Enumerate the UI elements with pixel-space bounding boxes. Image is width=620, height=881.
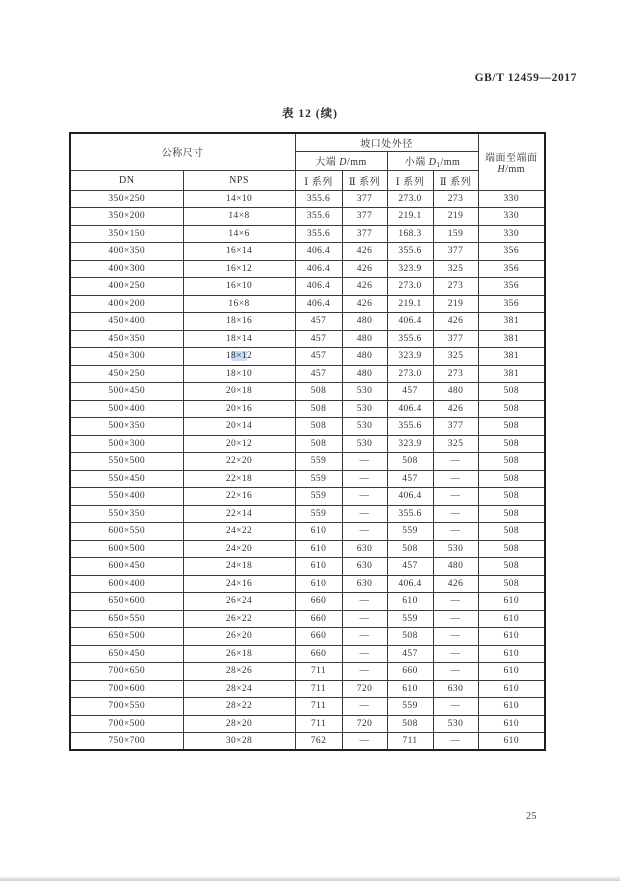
cell-dn: 400×350 <box>70 243 183 261</box>
cell-big-end-series2: — <box>342 645 387 663</box>
cell-big-end-series2: — <box>342 505 387 523</box>
cell-big-end-series2: 426 <box>342 295 387 313</box>
cell-small-end-series2: 219 <box>433 295 478 313</box>
table-row <box>70 610 545 628</box>
table-row <box>70 645 545 663</box>
cell-face-to-face: 508 <box>478 575 545 593</box>
cell-big-end-series2: 480 <box>342 313 387 331</box>
cell-nps: 22×20 <box>183 453 295 471</box>
cell-small-end-series2: 273 <box>433 365 478 383</box>
cell-small-end-series1: 406.4 <box>387 400 433 418</box>
cell-dn: 500×300 <box>70 435 183 453</box>
cell-dn: 400×200 <box>70 295 183 313</box>
cell-dn: 550×450 <box>70 470 183 488</box>
cell-big-end-series2: 630 <box>342 540 387 558</box>
cell-big-end-series2: 530 <box>342 383 387 401</box>
table-row <box>70 243 545 261</box>
cell-small-end-series1: 610 <box>387 593 433 611</box>
cell-dn: 500×450 <box>70 383 183 401</box>
header-row-3 <box>70 170 545 190</box>
cell-big-end-series1: 457 <box>295 313 342 331</box>
cell-dn: 650×450 <box>70 645 183 663</box>
header-nominal-size: 公称尺寸 <box>70 133 295 170</box>
cell-small-end-series2: — <box>433 488 478 506</box>
cell-big-end-series1: 711 <box>295 663 342 681</box>
cell-face-to-face: 610 <box>478 593 545 611</box>
cell-small-end-series2: 325 <box>433 348 478 366</box>
cell-small-end-series2: — <box>433 663 478 681</box>
cell-big-end-series2: 530 <box>342 418 387 436</box>
cell-big-end-series2: 377 <box>342 225 387 243</box>
cell-small-end-series1: 168.3 <box>387 225 433 243</box>
cell-small-end-series2: 273 <box>433 278 478 296</box>
cell-small-end-series1: 355.6 <box>387 505 433 523</box>
cell-big-end-series2: 480 <box>342 330 387 348</box>
cell-face-to-face: 508 <box>478 540 545 558</box>
cell-small-end-series1: 273.0 <box>387 365 433 383</box>
header-small-series1: Ⅰ 系列 <box>387 170 433 190</box>
cell-big-end-series1: 508 <box>295 400 342 418</box>
cell-dn: 650×500 <box>70 628 183 646</box>
cell-small-end-series1: 355.6 <box>387 330 433 348</box>
cell-big-end-series1: 355.6 <box>295 190 342 208</box>
cell-small-end-series2: 325 <box>433 435 478 453</box>
cell-small-end-series2: — <box>433 733 478 751</box>
cell-face-to-face: 508 <box>478 488 545 506</box>
cell-big-end-series2: 630 <box>342 558 387 576</box>
cell-small-end-series1: 406.4 <box>387 313 433 331</box>
table-row <box>70 190 545 208</box>
cell-big-end-series1: 406.4 <box>295 260 342 278</box>
cell-big-end-series1: 457 <box>295 330 342 348</box>
cell-face-to-face: 508 <box>478 400 545 418</box>
cell-small-end-series1: 323.9 <box>387 435 433 453</box>
cell-nps: 18×12 <box>183 348 295 366</box>
cell-dn: 700×500 <box>70 715 183 733</box>
cell-face-to-face: 381 <box>478 348 545 366</box>
small-end-label: 小端 <box>404 156 429 168</box>
cell-small-end-series2: — <box>433 470 478 488</box>
cell-big-end-series1: 508 <box>295 383 342 401</box>
cell-nps: 30×28 <box>183 733 295 751</box>
cell-nps: 14×8 <box>183 208 295 226</box>
cell-dn: 350×250 <box>70 190 183 208</box>
cell-nps: 20×18 <box>183 383 295 401</box>
table-row <box>70 628 545 646</box>
table-row <box>70 715 545 733</box>
cell-dn: 450×300 <box>70 348 183 366</box>
cell-dn: 750×700 <box>70 733 183 751</box>
cell-dn: 450×400 <box>70 313 183 331</box>
cell-face-to-face: 610 <box>478 733 545 751</box>
cell-big-end-series1: 610 <box>295 523 342 541</box>
cell-face-to-face: 610 <box>478 663 545 681</box>
cell-face-to-face: 508 <box>478 505 545 523</box>
cell-small-end-series2: — <box>433 610 478 628</box>
cell-small-end-series2: — <box>433 505 478 523</box>
table-row <box>70 680 545 698</box>
cell-small-end-series1: 559 <box>387 523 433 541</box>
header-face-to-face <box>478 133 545 190</box>
cell-nps: 28×22 <box>183 698 295 716</box>
cell-big-end-series2: — <box>342 470 387 488</box>
cell-dn: 600×450 <box>70 558 183 576</box>
face-to-face-label: 端面至端面 <box>485 152 538 164</box>
cell-dn: 350×150 <box>70 225 183 243</box>
cell-dn: 550×500 <box>70 453 183 471</box>
cell-small-end-series2: — <box>433 628 478 646</box>
cell-small-end-series2: 219 <box>433 208 478 226</box>
cell-nps: 16×8 <box>183 295 295 313</box>
cell-small-end-series1: 508 <box>387 453 433 471</box>
cell-nps: 16×10 <box>183 278 295 296</box>
table-row <box>70 418 545 436</box>
table-row <box>70 383 545 401</box>
cell-big-end-series1: 711 <box>295 698 342 716</box>
cell-small-end-series1: 219.1 <box>387 208 433 226</box>
table-row <box>70 208 545 226</box>
cell-small-end-series1: 323.9 <box>387 348 433 366</box>
cell-small-end-series1: 457 <box>387 645 433 663</box>
cell-big-end-series1: 610 <box>295 540 342 558</box>
table-row <box>70 365 545 383</box>
cell-big-end-series1: 508 <box>295 435 342 453</box>
cell-big-end-series1: 508 <box>295 418 342 436</box>
cell-big-end-series1: 355.6 <box>295 208 342 226</box>
cell-nps: 26×18 <box>183 645 295 663</box>
cell-small-end-series2: 426 <box>433 575 478 593</box>
table-row <box>70 435 545 453</box>
cell-dn: 550×400 <box>70 488 183 506</box>
table-row <box>70 453 545 471</box>
cell-big-end-series1: 559 <box>295 505 342 523</box>
header-small-end <box>387 151 478 170</box>
cell-small-end-series2: 273 <box>433 190 478 208</box>
cell-big-end-series1: 660 <box>295 610 342 628</box>
face-to-face-symbol: H <box>497 163 506 175</box>
cell-big-end-series1: 406.4 <box>295 278 342 296</box>
cell-face-to-face: 508 <box>478 383 545 401</box>
cell-nps: 24×18 <box>183 558 295 576</box>
cell-face-to-face: 610 <box>478 645 545 663</box>
cell-nps: 24×22 <box>183 523 295 541</box>
cell-big-end-series1: 660 <box>295 593 342 611</box>
cell-small-end-series1: 508 <box>387 540 433 558</box>
cell-small-end-series1: 559 <box>387 610 433 628</box>
cell-dn: 400×300 <box>70 260 183 278</box>
table-row <box>70 558 545 576</box>
cell-dn: 550×350 <box>70 505 183 523</box>
cell-big-end-series1: 559 <box>295 470 342 488</box>
cell-big-end-series2: 480 <box>342 348 387 366</box>
scan-edge <box>0 876 620 881</box>
header-big-series1: Ⅰ 系列 <box>295 170 342 190</box>
table-row <box>70 348 545 366</box>
cell-nps: 18×10 <box>183 365 295 383</box>
cell-face-to-face: 356 <box>478 278 545 296</box>
cell-small-end-series2: 480 <box>433 383 478 401</box>
cell-dn: 500×400 <box>70 400 183 418</box>
cell-nps: 20×12 <box>183 435 295 453</box>
cell-nps: 16×12 <box>183 260 295 278</box>
cell-dn: 700×600 <box>70 680 183 698</box>
header-groove-od: 坡口处外径 <box>295 133 478 151</box>
cell-face-to-face: 508 <box>478 418 545 436</box>
table-body <box>70 190 545 750</box>
cell-small-end-series1: 323.9 <box>387 260 433 278</box>
cell-big-end-series1: 406.4 <box>295 295 342 313</box>
cell-small-end-series2: — <box>433 593 478 611</box>
cell-dn: 700×650 <box>70 663 183 681</box>
cell-small-end-series1: 508 <box>387 628 433 646</box>
cell-face-to-face: 610 <box>478 715 545 733</box>
cell-nps: 14×6 <box>183 225 295 243</box>
cell-small-end-series1: 660 <box>387 663 433 681</box>
table-row <box>70 470 545 488</box>
cell-big-end-series2: — <box>342 523 387 541</box>
cell-big-end-series1: 660 <box>295 628 342 646</box>
header-nps: NPS <box>183 170 295 190</box>
table-row <box>70 540 545 558</box>
table-row <box>70 330 545 348</box>
cell-face-to-face: 508 <box>478 470 545 488</box>
cell-nps: 22×18 <box>183 470 295 488</box>
header-row-1 <box>70 133 545 151</box>
cell-big-end-series1: 457 <box>295 365 342 383</box>
table-row <box>70 663 545 681</box>
big-end-label: 大端 <box>315 157 340 168</box>
cell-big-end-series2: — <box>342 610 387 628</box>
small-end-unit: /mm <box>440 156 461 168</box>
table-row <box>70 488 545 506</box>
cell-big-end-series2: — <box>342 733 387 751</box>
cell-face-to-face: 610 <box>478 610 545 628</box>
cell-small-end-series1: 711 <box>387 733 433 751</box>
cell-big-end-series1: 610 <box>295 575 342 593</box>
cell-small-end-series1: 559 <box>387 698 433 716</box>
cell-nps: 18×16 <box>183 313 295 331</box>
big-end-unit: /mm <box>346 157 367 168</box>
page-number: 25 <box>526 811 537 822</box>
table-row <box>70 698 545 716</box>
cell-dn: 350×200 <box>70 208 183 226</box>
standard-number: GB/T 12459—2017 <box>474 72 577 84</box>
cell-big-end-series2: 720 <box>342 680 387 698</box>
cell-nps: 24×16 <box>183 575 295 593</box>
cell-face-to-face: 330 <box>478 190 545 208</box>
cell-dn: 600×550 <box>70 523 183 541</box>
cell-big-end-series1: 762 <box>295 733 342 751</box>
cell-dn: 500×350 <box>70 418 183 436</box>
cell-small-end-series2: 530 <box>433 715 478 733</box>
cell-big-end-series2: 480 <box>342 365 387 383</box>
cell-small-end-series2: 159 <box>433 225 478 243</box>
cell-big-end-series2: 426 <box>342 243 387 261</box>
table-row <box>70 505 545 523</box>
cell-small-end-series2: 426 <box>433 313 478 331</box>
cell-nps: 26×20 <box>183 628 295 646</box>
cell-big-end-series2: — <box>342 628 387 646</box>
cell-big-end-series2: 377 <box>342 208 387 226</box>
cell-big-end-series2: 426 <box>342 278 387 296</box>
cell-face-to-face: 356 <box>478 243 545 261</box>
cell-big-end-series2: — <box>342 488 387 506</box>
cell-face-to-face: 508 <box>478 453 545 471</box>
cell-small-end-series2: 377 <box>433 330 478 348</box>
cell-small-end-series1: 457 <box>387 558 433 576</box>
cell-face-to-face: 610 <box>478 628 545 646</box>
cell-face-to-face: 508 <box>478 558 545 576</box>
spec-table-container <box>69 132 546 751</box>
cell-big-end-series1: 660 <box>295 645 342 663</box>
cell-big-end-series1: 355.6 <box>295 225 342 243</box>
cell-small-end-series1: 406.4 <box>387 575 433 593</box>
cell-small-end-series1: 508 <box>387 715 433 733</box>
cell-face-to-face: 610 <box>478 680 545 698</box>
header-dn: DN <box>70 170 183 190</box>
cell-nps: 18×14 <box>183 330 295 348</box>
cell-big-end-series2: 630 <box>342 575 387 593</box>
cell-big-end-series2: 530 <box>342 435 387 453</box>
cell-face-to-face: 330 <box>478 208 545 226</box>
cell-nps: 22×14 <box>183 505 295 523</box>
table-row <box>70 523 545 541</box>
table-row <box>70 295 545 313</box>
cell-dn: 450×350 <box>70 330 183 348</box>
cell-nps: 20×16 <box>183 400 295 418</box>
big-end-symbol: D <box>339 157 347 168</box>
cell-big-end-series2: — <box>342 453 387 471</box>
table-row <box>70 260 545 278</box>
cell-face-to-face: 381 <box>478 313 545 331</box>
cell-face-to-face: 356 <box>478 260 545 278</box>
cell-small-end-series1: 610 <box>387 680 433 698</box>
cell-nps: 16×14 <box>183 243 295 261</box>
cell-small-end-series1: 273.0 <box>387 190 433 208</box>
cell-small-end-series2: — <box>433 453 478 471</box>
cell-dn: 650×600 <box>70 593 183 611</box>
cell-big-end-series2: 530 <box>342 400 387 418</box>
cell-small-end-series2: — <box>433 523 478 541</box>
header-big-series2: Ⅱ 系列 <box>342 170 387 190</box>
cell-nps: 24×20 <box>183 540 295 558</box>
cell-big-end-series2: — <box>342 593 387 611</box>
cell-face-to-face: 610 <box>478 698 545 716</box>
cell-small-end-series1: 457 <box>387 470 433 488</box>
cell-nps: 26×24 <box>183 593 295 611</box>
table-row <box>70 733 545 751</box>
cell-small-end-series2: — <box>433 698 478 716</box>
cell-big-end-series1: 711 <box>295 680 342 698</box>
cell-dn: 600×500 <box>70 540 183 558</box>
cell-face-to-face: 381 <box>478 365 545 383</box>
cell-small-end-series1: 355.6 <box>387 418 433 436</box>
cell-small-end-series2: 377 <box>433 418 478 436</box>
cell-big-end-series1: 406.4 <box>295 243 342 261</box>
cell-nps: 28×20 <box>183 715 295 733</box>
cell-dn: 600×400 <box>70 575 183 593</box>
cell-small-end-series2: 530 <box>433 540 478 558</box>
cell-nps: 14×10 <box>183 190 295 208</box>
table-row <box>70 575 545 593</box>
cell-small-end-series1: 406.4 <box>387 488 433 506</box>
cell-small-end-series2: 480 <box>433 558 478 576</box>
cell-small-end-series2: 630 <box>433 680 478 698</box>
cell-nps: 28×26 <box>183 663 295 681</box>
cell-big-end-series1: 559 <box>295 488 342 506</box>
cell-face-to-face: 356 <box>478 295 545 313</box>
cell-small-end-series1: 219.1 <box>387 295 433 313</box>
cell-big-end-series1: 711 <box>295 715 342 733</box>
cell-face-to-face: 381 <box>478 330 545 348</box>
small-end-subscript: 1 <box>436 160 441 169</box>
cell-face-to-face: 508 <box>478 523 545 541</box>
cell-big-end-series2: 377 <box>342 190 387 208</box>
table-row <box>70 278 545 296</box>
cell-dn: 400×250 <box>70 278 183 296</box>
cell-big-end-series2: — <box>342 663 387 681</box>
cell-big-end-series2: 426 <box>342 260 387 278</box>
table-row <box>70 400 545 418</box>
table-row <box>70 593 545 611</box>
selection-highlight: 8×1 <box>230 351 248 362</box>
cell-small-end-series2: 377 <box>433 243 478 261</box>
table-row <box>70 225 545 243</box>
header-big-end <box>295 151 387 170</box>
cell-face-to-face: 330 <box>478 225 545 243</box>
cell-big-end-series2: — <box>342 698 387 716</box>
cell-small-end-series1: 457 <box>387 383 433 401</box>
cell-big-end-series1: 559 <box>295 453 342 471</box>
cell-small-end-series2: 426 <box>433 400 478 418</box>
cell-nps: 20×14 <box>183 418 295 436</box>
cell-dn: 450×250 <box>70 365 183 383</box>
header-small-series2: Ⅱ 系列 <box>433 170 478 190</box>
cell-dn: 700×550 <box>70 698 183 716</box>
pipe-dimensions-table <box>69 132 546 751</box>
table-row <box>70 313 545 331</box>
cell-big-end-series2: 720 <box>342 715 387 733</box>
cell-small-end-series2: — <box>433 645 478 663</box>
cell-big-end-series1: 457 <box>295 348 342 366</box>
cell-small-end-series1: 273.0 <box>387 278 433 296</box>
small-end-symbol: D <box>428 156 437 168</box>
cell-nps: 22×16 <box>183 488 295 506</box>
cell-small-end-series2: 325 <box>433 260 478 278</box>
cell-big-end-series1: 610 <box>295 558 342 576</box>
cell-face-to-face: 508 <box>478 435 545 453</box>
cell-nps: 28×24 <box>183 680 295 698</box>
cell-nps: 26×22 <box>183 610 295 628</box>
cell-small-end-series1: 355.6 <box>387 243 433 261</box>
cell-dn: 650×550 <box>70 610 183 628</box>
face-to-face-unit: /mm <box>505 163 526 175</box>
table-title: 表 12 (续) <box>282 108 338 120</box>
